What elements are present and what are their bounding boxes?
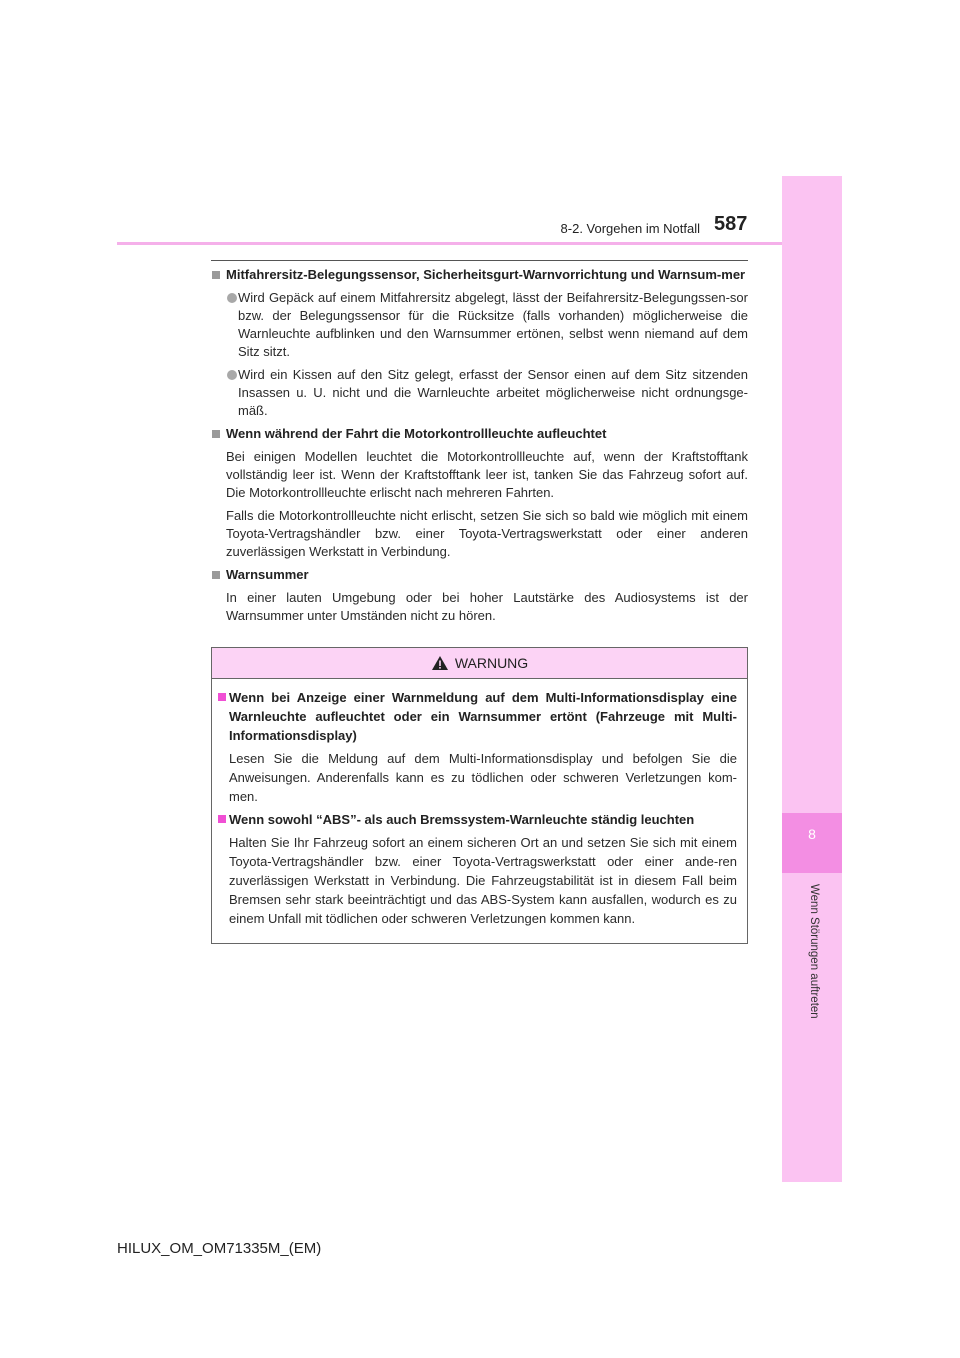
square-bullet-icon [218,815,226,823]
warning-heading: Wenn bei Anzeige einer Warnmeldung auf dem Multi-Informationsdisplay eine Warnleuchte aufleuchtet oder ein Warnsummer ertönt (Fahrzeuge mit Multi-Informationsdisplay) [218,688,737,745]
list-item: Wird Gepäck auf einem Mitfahrersitz abgelegt, lässt der Beifahrersitz-Belegungssen-sor bzw. der Belegungssensor für die Rücksitze (falls vorhanden) möglicherweise die Warnleuchte aufblinken und den Warnsummer ertönen, selbst wenn niemand auf dem Sitz sitzt. [211,289,748,361]
warning-title: WARNUNG [454,655,529,671]
section-heading: Wenn während der Fahrt die Motorkontrollleuchte aufleuchtet [211,425,748,443]
chapter-number: 8 [808,826,816,842]
square-bullet-icon [212,430,220,438]
chapter-number-block [782,813,842,873]
paragraph: Falls die Motorkontrollleuchte nicht erlischt, setzen Sie sich so bald wie möglich mit einem Toyota-Vertragshändler bzw. einer Toyota-Vertragswerkstatt oder einer anderen zuverlässigen Werkstatt in Verbindung. [226,508,748,559]
warning-header [212,648,747,679]
header-divider [117,242,782,245]
circle-bullet-icon [227,293,237,303]
warning-triangle-icon [431,655,449,671]
circle-bullet-icon [227,370,237,380]
square-bullet-icon [212,571,220,579]
square-bullet-icon [218,693,226,701]
warning-heading: Wenn sowohl “ABS”- als auch Bremssystem-Warnleuchte ständig leuchten [218,810,737,829]
chapter-title: Wenn Störungen auftreten [808,884,820,1019]
warning-body [212,679,747,928]
warning-paragraph: Lesen Sie die Meldung auf dem Multi-Informationsdisplay und befolgen Sie die Anweisungen. Anderenfalls kann es zu tödlichen oder schweren Verletzungen kom-men. [229,751,737,804]
footer-doc-id: HILUX_OM_OM71335M_(EM) [117,1240,322,1257]
page-number: 587 [714,213,748,235]
paragraph: Bei einigen Modellen leuchtet die Motorkontrollleuchte auf, wenn der Kraftstofftank vollständig leer ist. Wenn der Kraftstofftank leer ist, tanken Sie das Fahrzeug sofort auf. Die Motorkontrollleuchte erlischt nach mehreren Fahrten. [226,449,748,500]
content-top-rule [211,260,748,261]
section-heading: Mitfahrersitz-Belegungssensor, Sicherheitsgurt-Warnvorrichtung und Warnsum-mer [211,266,748,284]
list-item: Wird ein Kissen auf den Sitz gelegt, erfasst der Sensor einen auf dem Sitz sitzenden Insassen u. U. nicht und die Warnleuchte arbeitet möglicherweise nicht ordnungsge-mäß. [211,366,748,420]
warning-paragraph: Halten Sie Ihr Fahrzeug sofort an einem sicheren Ort an und setzen Sie sich mit einem Toyota-Vertragshändler bzw. einer Toyota-Vertragswerkstatt oder einer ande-ren zuverlässigen Werkstatt in Verbindung. Die Fahrzeugstabilität ist in diesem Fall beim Bremsen sehr stark beeinträchtigt und das ABS-System kann ausfallen, wodurch es zu einem Unfall mit tödlichen oder schweren Verletzungen kommen kann. [229,835,737,926]
square-bullet-icon [212,271,220,279]
section-heading: Warnsummer [211,566,748,584]
main-content [211,266,748,630]
paragraph: In einer lauten Umgebung oder bei hoher Lautstärke des Audiosystems ist der Warnsummer unter Umständen nicht zu hören. [226,590,748,623]
warning-box [211,647,748,944]
header-section-title: 8-2. Vorgehen im Notfall [560,221,700,236]
